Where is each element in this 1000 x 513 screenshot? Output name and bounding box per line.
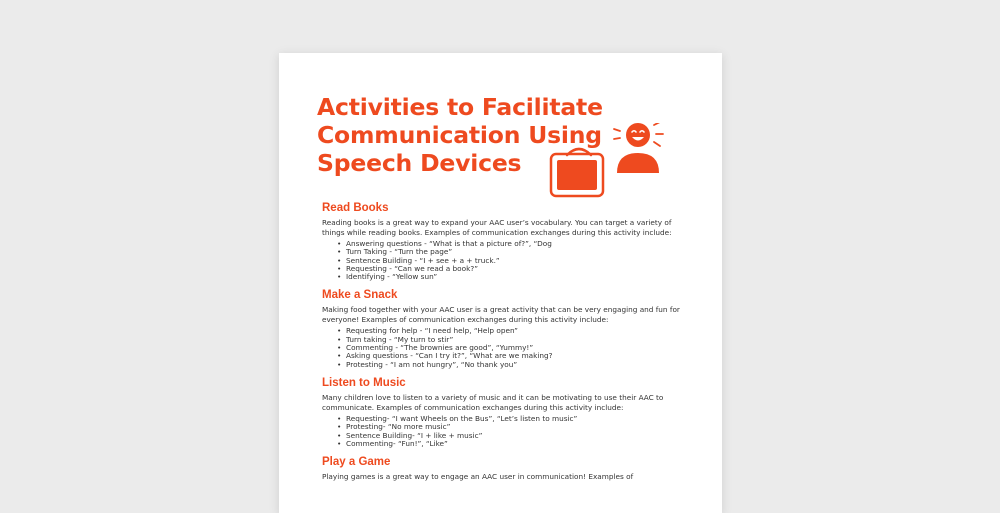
list-item: • Sentence Building - “I + see + a + truck.” bbox=[346, 257, 682, 265]
section-heading: Read Books bbox=[322, 202, 389, 214]
list-item: • Requesting for help - “I need help, “Help open” bbox=[346, 327, 682, 335]
list-item: • Requesting- “I want Wheels on the Bus”, “Let’s listen to music” bbox=[346, 415, 682, 423]
speech-device-icon bbox=[551, 149, 603, 196]
list-item: • Turn Taking - “Turn the page” bbox=[346, 248, 682, 256]
section-listen-to-music bbox=[322, 376, 682, 448]
section-intro: Making food together with your AAC user is a great activity that can be very engaging and fun for everyone! Examples of communication exchanges during this activity include: bbox=[322, 305, 680, 325]
section-intro: Reading books is a great way to expand your AAC user’s vocabulary. You can target a variety of things while reading books. Examples of communication exchanges during this activity include: bbox=[322, 218, 672, 237]
section-intro: Many children love to listen to a variety of music and it can be motivating to use their AAC to communicate. Examples of communication exchanges during this activity include: bbox=[322, 392, 664, 412]
section-play-a-game bbox=[322, 455, 682, 482]
title-line-2: Communication Using bbox=[317, 121, 602, 149]
header-illustration bbox=[547, 123, 677, 203]
smiling-person-icon bbox=[614, 123, 663, 173]
list-item: • Commenting- “Fun!”, “Like” bbox=[346, 440, 682, 448]
example-list bbox=[322, 327, 682, 368]
list-item: • Answering questions - “What is that a picture of?”, “Dog bbox=[346, 240, 682, 248]
title-line-1: Activities to Facilitate bbox=[317, 93, 603, 121]
title-line-3: Speech Devices bbox=[317, 149, 522, 177]
list-item: • Protesting- “No more music” bbox=[346, 423, 682, 431]
document-page bbox=[279, 53, 722, 513]
list-item: • Requesting - “Can we read a book?” bbox=[346, 265, 682, 273]
list-item: • Sentence Building- “I + like + music” bbox=[346, 432, 682, 440]
document-body bbox=[322, 201, 682, 489]
list-item: • Protesting - “I am not hungry”, “No thank you” bbox=[346, 361, 682, 369]
example-list bbox=[322, 415, 682, 448]
section-read-books bbox=[322, 201, 682, 281]
section-intro: Playing games is a great way to engage an AAC user in communication! Examples of bbox=[322, 472, 634, 482]
list-item: • Identifying - “Yellow sun” bbox=[346, 273, 682, 281]
example-list bbox=[322, 240, 682, 281]
section-heading: Make a Snack bbox=[322, 289, 398, 302]
list-item: • Turn taking - “My turn to stir” bbox=[346, 336, 682, 344]
list-item: • Commenting - “The brownies are good”, “Yummy!” bbox=[346, 344, 682, 352]
section-heading: Play a Game bbox=[322, 456, 391, 469]
section-make-a-snack bbox=[322, 288, 682, 368]
section-heading: Listen to Music bbox=[322, 376, 406, 389]
list-item: • Asking questions - “Can I try it?”, “What are we making? bbox=[346, 352, 682, 360]
